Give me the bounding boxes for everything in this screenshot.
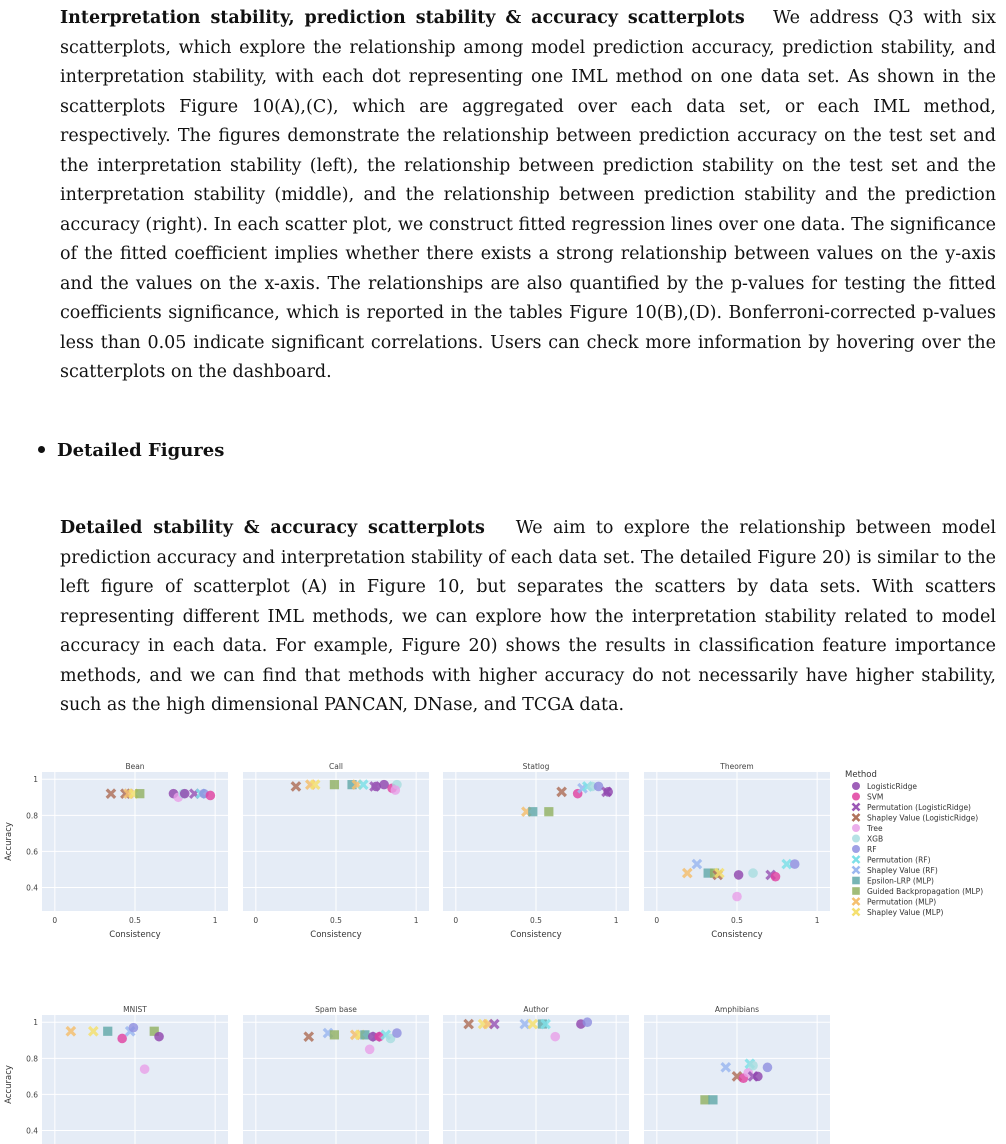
y-axis-label: Accuracy (4, 822, 14, 861)
y-tick-label: 0.6 (26, 847, 38, 857)
y-tick-label: 1 (33, 775, 38, 785)
legend-marker-logisticridge (852, 782, 860, 790)
point-rf (763, 1063, 773, 1073)
legend-marker-epsilon-lrp-mlp (852, 877, 860, 885)
point-epsilon-lrp-mlp (360, 1030, 369, 1039)
panel-title: Bean (125, 762, 145, 771)
panel-title: Amphibians (714, 1005, 760, 1014)
legend-label-epsilon-lrp-mlp: Epsilon-LRP (MLP) (867, 876, 934, 886)
panel-mnist (4, 1005, 228, 1144)
legend-marker-permutation-logisticridge (853, 804, 860, 811)
x-tick-label: 1 (212, 916, 218, 925)
legend-marker-xgb (852, 835, 860, 843)
point-guided-backpropagation-mlp (135, 789, 144, 798)
y-axis-label: Accuracy (4, 1065, 14, 1104)
scatterplot-figure (0, 760, 1006, 1144)
point-guided-backpropagation-mlp (700, 1095, 709, 1104)
panel-call (243, 762, 429, 940)
x-tick-label: 0 (253, 916, 259, 925)
paragraph-heading: Interpretation stability, prediction stability & accuracy scatterplots (60, 8, 745, 28)
x-tick-label: 1 (613, 916, 619, 925)
legend-label-tree: Tree (867, 824, 883, 833)
x-tick-label: 0 (52, 916, 58, 925)
x-tick-label: 1 (413, 916, 419, 925)
paragraph-body: We aim to explore the relationship between model prediction accuracy and interpretation stability of each data set. The detailed Figure 20) is similar to the left figure of scatterplot (A) in Figure 10, but separates the scatters by data sets. With scatters representing different IML methods, we can explore how the interpretation stability related to model accuracy in each data. For example, Figure 20) shows the results in classification feature importance methods, and we can find that methods with higher accuracy do not necessarily have higher stability, such as the high dimensional PANCAN, DNase, and TCGA data. (60, 518, 996, 715)
y-tick-label: 0.6 (26, 1090, 38, 1100)
x-axis-label: Consistency (109, 930, 161, 940)
panel-title: Theorem (720, 762, 754, 771)
point-guided-backpropagation-mlp (330, 780, 339, 789)
x-tick-label: 0.5 (530, 916, 542, 925)
point-svm (771, 872, 781, 882)
legend-marker-rf (852, 845, 860, 853)
x-axis-label: Consistency (310, 930, 362, 940)
legend-label-shapley-value-rf: Shapley Value (RF) (867, 866, 938, 875)
x-tick-label: 0 (453, 916, 459, 925)
x-tick-label: 0.5 (330, 916, 342, 925)
point-guided-backpropagation-mlp (544, 807, 553, 816)
panel-author (443, 1005, 629, 1144)
legend-label-svm: SVM (867, 792, 884, 802)
legend-title: Method (845, 770, 877, 780)
legend-marker-guided-backpropagation-mlp (852, 887, 860, 895)
panel-spam-base (243, 1005, 429, 1144)
panel-bean (4, 762, 228, 940)
point-tree (140, 1064, 150, 1074)
panel-title: Statlog (522, 762, 550, 771)
bullet-item (38, 440, 224, 461)
x-tick-label: 0 (654, 916, 660, 925)
panel-title: Spam base (315, 1005, 357, 1014)
x-axis-label: Consistency (510, 930, 562, 940)
panel-title: Author (523, 1005, 549, 1014)
legend-marker-permutation-mlp (853, 898, 860, 905)
x-tick-label: 1 (814, 916, 820, 925)
point-rf (129, 1023, 139, 1033)
bullet-dot (38, 446, 45, 453)
point-logisticridge (603, 787, 613, 797)
legend-label-xgb: XGB (867, 834, 884, 844)
paragraph-body: We address Q3 with six scatterplots, which explore the relationship among model prediction accuracy, prediction stability, and interpretation stability, with each dot representing one IML method on one data set. As shown in the scatterplots Figure 10(A),(C), which are aggregated over each data set, or each IML method, respectively. The figures demonstrate the relationship between prediction accuracy on the test set and the interpretation stability (left), the relationship between prediction stability on the test set and the interpretation stability (middle), and the relationship between prediction stability and the prediction accuracy (right). In each scatter plot, we construct fitted regression lines over one data. The significance of the fitted coefficient implies whether there exists a strong relationship between values on the y-axis and the values on the x-axis. The relationships are also quantified by the p-values for testing the fitted coefficients significance, which is reported in the tables Figure 10(B),(D). Bonferroni-corrected p-values less than 0.05 indicate significant correlations. Users can check more information by hovering over the scatterplots on the dashboard. (60, 8, 996, 382)
point-svm (206, 791, 216, 801)
point-rf (583, 1017, 593, 1027)
legend-label-permutation-rf: Permutation (RF) (867, 855, 931, 865)
point-epsilon-lrp-mlp (708, 1095, 717, 1104)
point-guided-backpropagation-mlp (330, 1030, 339, 1039)
point-logisticridge (154, 1032, 164, 1042)
point-svm (117, 1034, 127, 1044)
x-axis-label: Consistency (711, 930, 763, 940)
legend-marker-shapley-value-mlp (853, 909, 860, 916)
x-tick-label: 0.5 (731, 916, 743, 925)
point-epsilon-lrp-mlp (103, 1027, 112, 1036)
point-rf (392, 1028, 402, 1038)
point-tree (391, 785, 401, 795)
point-xgb (748, 1061, 758, 1071)
legend-label-permutation-logisticridge: Permutation (LogisticRidge) (867, 803, 971, 812)
point-logisticridge (180, 789, 190, 799)
y-tick-label: 1 (33, 1018, 38, 1028)
paragraph-detailed (60, 514, 996, 721)
legend-label-logisticridge: LogisticRidge (867, 782, 917, 791)
point-xgb (748, 868, 758, 878)
y-tick-label: 0.8 (26, 811, 38, 821)
legend-marker-shapley-value-logisticridge (853, 814, 860, 821)
panel-statlog (443, 762, 629, 940)
point-rf (790, 859, 800, 869)
point-epsilon-lrp-mlp (528, 807, 537, 816)
point-tree (550, 1032, 560, 1042)
point-rf (594, 782, 604, 792)
legend-label-guided-backpropagation-mlp: Guided Backpropagation (MLP) (867, 887, 984, 896)
legend-marker-permutation-rf (853, 856, 860, 863)
legend-label-shapley-value-mlp: Shapley Value (MLP) (867, 908, 944, 917)
y-tick-label: 0.8 (26, 1054, 38, 1064)
point-tree (732, 892, 742, 902)
paragraph-scatterplots (60, 4, 996, 388)
panel-amphibians (644, 1005, 830, 1144)
panel-theorem (644, 762, 830, 940)
legend-label-rf: RF (867, 845, 877, 854)
legend-label-shapley-value-logisticridge: Shapley Value (LogisticRidge) (867, 813, 979, 823)
legend (845, 770, 983, 917)
y-tick-label: 0.4 (26, 1126, 38, 1136)
y-tick-label: 0.4 (26, 883, 38, 893)
x-tick-label: 0.5 (129, 916, 141, 925)
legend-label-permutation-mlp: Permutation (MLP) (867, 897, 937, 907)
panel-title: MNIST (123, 1005, 147, 1014)
bullet-label: Detailed Figures (57, 440, 225, 461)
legend-marker-tree (852, 824, 860, 832)
panel-title: Call (328, 762, 344, 771)
point-tree (365, 1044, 375, 1054)
paragraph-heading: Detailed stability & accuracy scatterplots (60, 518, 485, 538)
point-logisticridge (753, 1072, 763, 1082)
legend-marker-shapley-value-rf (853, 867, 860, 874)
legend-marker-svm (852, 793, 860, 801)
point-logisticridge (734, 870, 744, 880)
